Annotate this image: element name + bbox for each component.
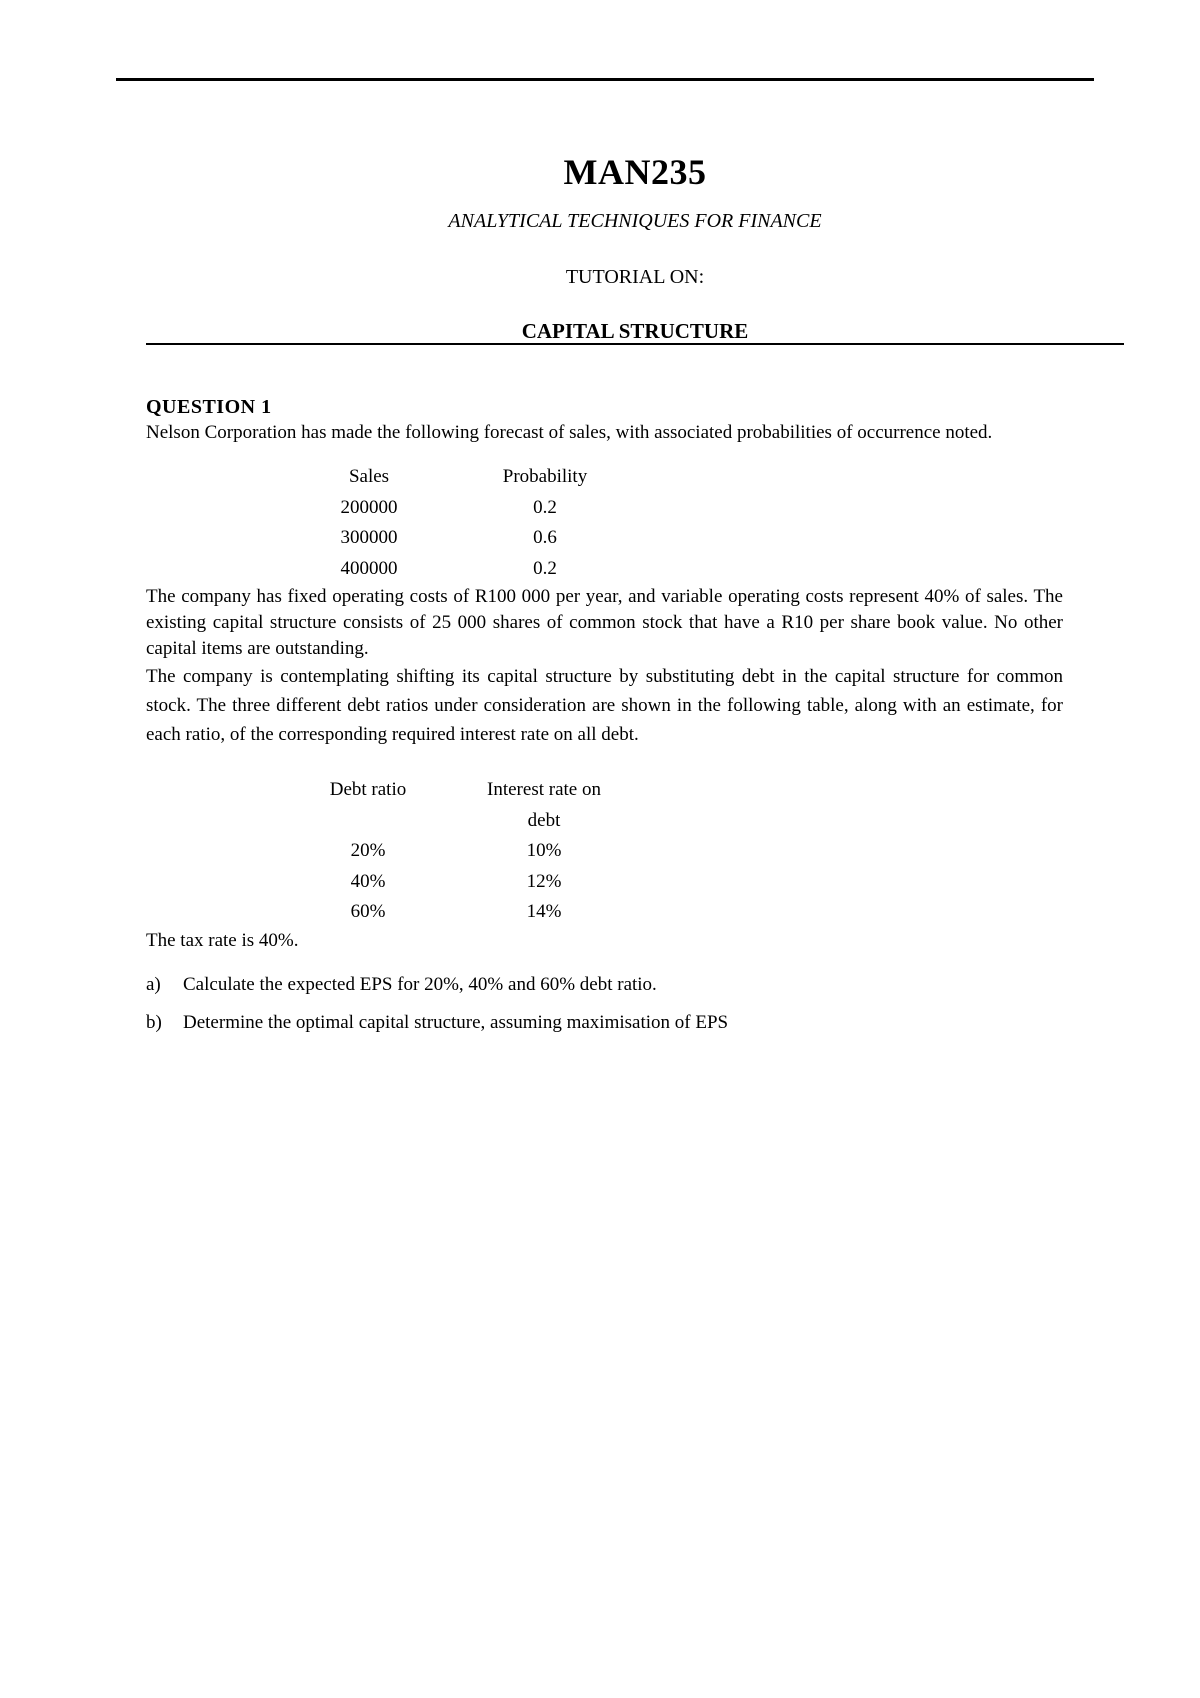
capital-shift-paragraph: The company is contemplating shifting its capital structure by substituting debt in the capital structure for common stock. The three different debt ratios under consideration are shown in the following table, along with an estimate, for each ratio, of the corresponding required interest rate on all debt. bbox=[146, 666, 1063, 745]
table-row bbox=[324, 523, 620, 554]
table-cell: 200000 bbox=[340, 496, 398, 518]
table-row bbox=[324, 554, 620, 585]
header-bottom-rule bbox=[146, 343, 1124, 345]
list-marker: b) bbox=[146, 1011, 162, 1033]
table-row bbox=[306, 867, 624, 898]
intro-paragraph: Nelson Corporation has made the following forecast of sales, with associated probabilities of occurrence noted. bbox=[146, 422, 993, 443]
table-cell: 10% bbox=[526, 840, 562, 862]
costs-paragraph: The company has fixed operating costs of R100 000 per year, and variable operating costs represent 40% of sales. The existing capital structure consists of 25 000 shares of common stock that have a R10 per share book value. No other capital items are outstanding. bbox=[146, 586, 1063, 659]
sales-probability-table bbox=[324, 462, 620, 584]
tax-rate-line: The tax rate is 40%. bbox=[146, 929, 299, 951]
table-cell: 12% bbox=[526, 870, 562, 892]
document-header bbox=[146, 140, 1124, 344]
course-title: ANALYTICAL TECHNIQUES FOR FINANCE bbox=[448, 210, 822, 232]
table-cell: 300000 bbox=[340, 527, 398, 549]
table-header-cell: debt bbox=[527, 809, 561, 831]
table-cell: 14% bbox=[526, 901, 562, 923]
list-item bbox=[146, 972, 1063, 998]
list-item bbox=[146, 1010, 1063, 1036]
tutorial-label: TUTORIAL ON: bbox=[565, 266, 705, 288]
question-section bbox=[146, 394, 1063, 1048]
table-header-cell: Interest rate on bbox=[487, 779, 601, 801]
table-header-row bbox=[324, 462, 620, 493]
course-code: MAN235 bbox=[563, 152, 707, 192]
list-item-text: Determine the optimal capital structure, assuming maximisation of EPS bbox=[183, 1011, 729, 1033]
table-cell: 60% bbox=[350, 901, 386, 923]
debt-ratio-table bbox=[306, 775, 624, 928]
table-cell: 400000 bbox=[340, 557, 398, 579]
header-top-rule bbox=[116, 78, 1094, 81]
table-row bbox=[306, 897, 624, 928]
task-list bbox=[146, 972, 1063, 1036]
table-header-row bbox=[306, 775, 624, 806]
list-item-text: Calculate the expected EPS for 20%, 40% and 60% debt ratio. bbox=[183, 973, 657, 995]
table-row bbox=[306, 836, 624, 867]
table-cell: 40% bbox=[350, 870, 386, 892]
table-row bbox=[324, 493, 620, 524]
table-cell: 20% bbox=[350, 840, 386, 862]
topic-title: CAPITAL STRUCTURE bbox=[521, 319, 749, 343]
table-cell: 0.2 bbox=[533, 557, 557, 579]
question-heading: QUESTION 1 bbox=[146, 396, 272, 418]
table-header-cell: Debt ratio bbox=[329, 779, 407, 801]
table-cell: 0.6 bbox=[533, 527, 557, 549]
table-header-row bbox=[306, 806, 624, 837]
list-marker: a) bbox=[146, 973, 161, 995]
table-header-cell: Probability bbox=[502, 466, 588, 488]
table-header-cell: Sales bbox=[348, 466, 390, 488]
table-cell: 0.2 bbox=[533, 496, 557, 518]
